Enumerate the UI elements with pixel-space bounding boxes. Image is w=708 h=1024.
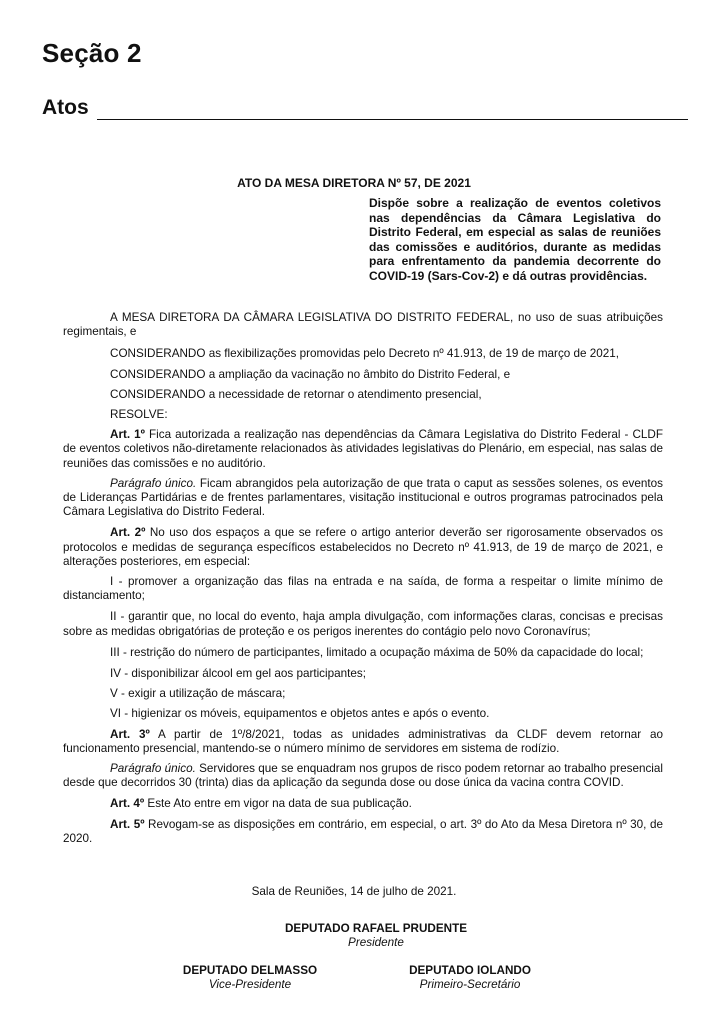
vice-president-name: DEPUTADO DELMASSO — [182, 964, 318, 977]
article-4-label: Art. 4º — [110, 797, 145, 811]
subsection-header — [42, 96, 688, 120]
article-2-item-vi: VI - higienizar os móveis, equipamentos e objetos antes e após o evento. — [110, 707, 490, 721]
article-1-paragraph — [63, 477, 663, 520]
article-1-paragraph-label: Parágrafo único. — [110, 476, 197, 490]
article-3-paragraph-text: Servidores que se enquadram nos grupos de risco podem retornar ao trabalho presencial desde que decorridos 30 (trinta) dias da aplicação da segunda dose ou dose única da vacina contra COVID. — [63, 762, 663, 790]
article-4 — [63, 797, 663, 811]
article-1-text: Fica autorizada a realização nas dependências da Câmara Legislativa do Distrito Federal - CLDF de eventos coletivos não-diretamente relacionados às atividades legislativas do Plenário, em especial, nas salas de reuniões das comissões e no auditório. — [63, 428, 663, 470]
considerando-3: CONSIDERANDO a necessidade de retornar o atendimento presencial, — [110, 387, 482, 401]
section-title: Seção 2 — [42, 38, 142, 68]
vice-president-role: Vice-Presidente — [208, 978, 292, 991]
article-2-item-ii: II - garantir que, no local do evento, haja ampla divulgação, com informações claras, concisas e precisas sobre as medidas obrigatórias de proteção e os perigos inerentes do contágio pelo novo Coronavírus; — [63, 610, 663, 638]
act-ementa: Dispõe sobre a realização de eventos coletivos nas dependências da Câmara Legislativa do Distrito Federal, em especial as salas de reuniões das comissões e auditórios, durante as medidas para enfrentamento da pandemia decorrente do COVID-19 (Sars-Cov-2) e dá outras providências. — [369, 196, 661, 283]
signature-date: Sala de Reuniões, 14 de julho de 2021. — [251, 885, 457, 898]
article-2-item-v: V - exigir a utilização de máscara; — [110, 687, 286, 701]
signature-president — [200, 922, 552, 950]
article-3-paragraph-label: Parágrafo único. — [110, 762, 196, 776]
article-4-text: Este Ato entre em vigor na data de sua publicação. — [144, 797, 412, 811]
article-3-text: A partir de 1º/8/2021, todas as unidades administrativas da CLDF devem retornar ao funcionamento presencial, mantendo-se o número mínimo de servidores em sistema de rodízio. — [63, 727, 663, 755]
article-2-label: Art. 2º — [110, 526, 146, 540]
article-1 — [63, 428, 663, 471]
first-secretary-name: DEPUTADO IOLANDO — [409, 964, 531, 977]
preamble: A MESA DIRETORA DA CÂMARA LEGISLATIVA DO DISTRITO FEDERAL, no uso de suas atribuições regimentais, e — [63, 311, 663, 339]
article-2-item-i: I - promover a organização das filas na entrada e na saída, de forma a respeitar o limite mínimo de distanciamento; — [63, 575, 663, 603]
signature-first-secretary — [370, 964, 570, 992]
considerando-2: CONSIDERANDO a ampliação da vacinação no âmbito do Distrito Federal, e — [110, 367, 511, 381]
article-3-label: Art. 3º — [110, 727, 150, 741]
subsection-rule — [97, 119, 688, 120]
article-1-paragraph-text: Ficam abrangidos pela autorização de que trata o caput as sessões solenes, os eventos de Lideranças Partidárias e de frentes parlamentares, visitação institucional e outros programas patrocinados pela Câmara Legislativa do Distrito Federal. — [63, 476, 663, 519]
article-5 — [63, 818, 663, 846]
act-title: ATO DA MESA DIRETORA Nº 57, DE 2021 — [237, 176, 471, 190]
first-secretary-role: Primeiro-Secretário — [419, 978, 521, 991]
president-name: DEPUTADO RAFAEL PRUDENTE — [284, 922, 468, 935]
subsection-title: Atos — [42, 96, 89, 119]
signature-vice-president — [150, 964, 350, 992]
article-2-item-iii: III - restrição do número de participantes, limitado a ocupação máxima de 50% da capacidade do local; — [110, 645, 644, 659]
article-2-text: No uso dos espaços a que se refere o artigo anterior deverão ser rigorosamente observados os protocolos e medidas de segurança específicos estabelecidos no Decreto nº 41.913, de 19 de março de 2021, e alterações posteriores, em especial: — [63, 526, 663, 568]
article-5-text: Revogam-se as disposições em contrário, em especial, o art. 3º do Ato da Mesa Diretora nº 30, de 2020. — [63, 817, 663, 845]
article-3-paragraph — [63, 762, 663, 790]
president-role: Presidente — [348, 936, 404, 949]
article-2 — [63, 526, 663, 569]
article-2-item-iv: IV - disponibilizar álcool em gel aos participantes; — [110, 667, 366, 681]
article-5-label: Art. 5º — [110, 817, 145, 831]
article-1-label: Art. 1º — [110, 428, 145, 442]
considerando-1: CONSIDERANDO as flexibilizações promovidas pelo Decreto nº 41.913, de 19 de março de 2021, — [110, 347, 620, 361]
article-3 — [63, 728, 663, 756]
resolve: RESOLVE: — [110, 408, 168, 422]
act-body — [63, 311, 663, 846]
